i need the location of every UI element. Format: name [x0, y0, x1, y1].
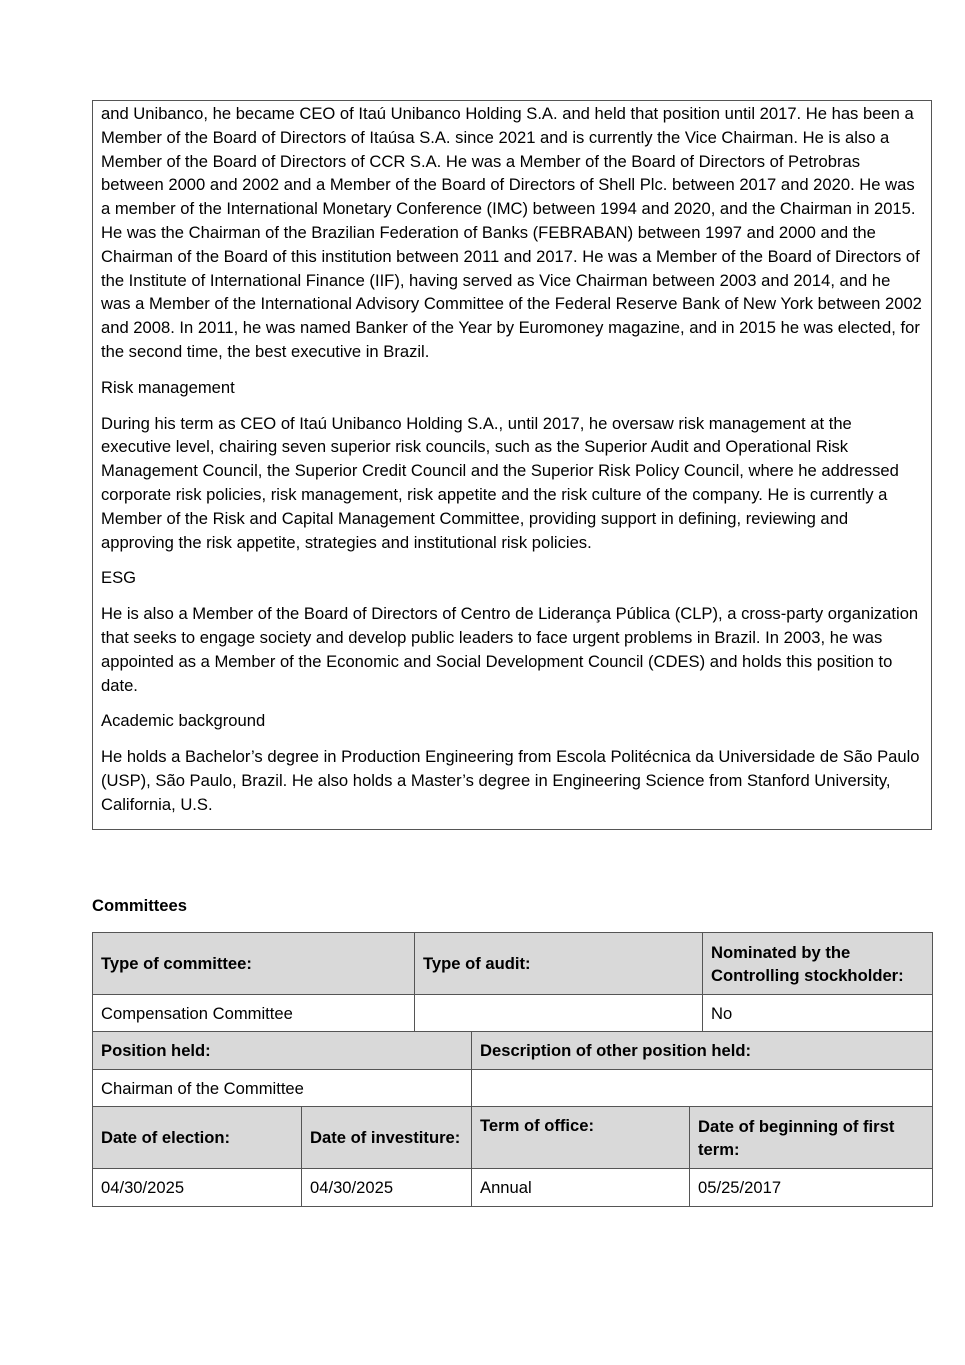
academic-text: He holds a Bachelor’s degree in Production Engineering from Escola Politécnica da Universidade de São Paulo (USP), São Paulo, Brazil. He also holds a Master’s degree in Engineering Science from Stanford University, California, U.S. [101, 747, 920, 814]
term-of-office-label: Term of office: [472, 1107, 690, 1169]
biography-box [92, 100, 932, 830]
type-of-committee-value: Compensation Committee [93, 995, 415, 1033]
risk-management-text: During his term as CEO of Itaú Unibanco Holding S.A., until 2017, he oversaw risk management at the executive level, chairing seven superior risk councils, such as the Superior Audit and Operational Risk Management Council, the Superior Credit Council and the Superior Risk Policy Council, where he addressed corporate risk policies, risk management, risk appetite and the risk culture of the company. He is currently a Member of the Risk and Capital Management Committee, providing support in defining, reviewing and approving the risk appetite, strategies and institutional risk policies. [101, 413, 899, 552]
type-of-audit-value [415, 995, 703, 1033]
position-held-value: Chairman of the Committee [93, 1070, 472, 1108]
position-table [92, 1031, 933, 1108]
academic-heading: Academic background [101, 711, 266, 731]
date-of-investiture-value: 04/30/2025 [302, 1169, 472, 1207]
nominated-by-controlling-value: No [703, 995, 933, 1033]
date-of-election-label: Date of election: [93, 1107, 302, 1169]
type-of-audit-label: Type of audit: [415, 933, 703, 995]
position-held-label: Position held: [93, 1032, 472, 1070]
term-dates-table [92, 1106, 933, 1207]
other-position-description-label: Description of other position held: [472, 1032, 933, 1070]
committee-type-table [92, 932, 933, 1033]
nominated-by-controlling-label: Nominated by the Controlling stockholder: [703, 933, 933, 995]
esg-text: He is also a Member of the Board of Directors of Centro de Liderança Pública (CLP), a cross-party organization that seeks to engage society and develop public leaders to face urgent problems in Brazil. In 2003, he was appointed as a Member of the Economic and Social Development Council (CDES) and holds this position to date. [101, 604, 919, 695]
other-position-description-value [472, 1070, 933, 1108]
date-of-investiture-label: Date of investiture: [302, 1107, 472, 1169]
first-term-start-value: 05/25/2017 [690, 1169, 933, 1207]
type-of-committee-label: Type of committee: [93, 933, 415, 995]
risk-management-heading: Risk management [101, 377, 235, 397]
date-of-election-value: 04/30/2025 [93, 1169, 302, 1207]
esg-heading: ESG [101, 568, 137, 588]
committees-title: Committees [92, 896, 187, 915]
bio-paragraph: and Unibanco, he became CEO of Itaú Unibanco Holding S.A. and held that position until 2017. He has been a Member of the Board of Directors of Itaúsa S.A. since 2021 and is currently the Vice Chairman. He is also a Member of the Board of Directors of CCR S.A. He was a Member of the Board of Directors of Petrobras between 2000 and 2002 and a Member of the Board of Directors of Shell Plc. between 2017 and 2020. He was a member of the International Monetary Conference (IMC) between 1994 and 2020, and the Chairman in 2015. He was the Chairman of the Brazilian Federation of Banks (FEBRABAN) between 1997 and 2000 and the Chairman of the Board of this institution between 2011 and 2017. He was a Member of the Board of Directors of the Institute of International Finance (IIF), having served as Vice Chairman between 2003 and 2014, and he was a Member of the International Advisory Committee of the Federal Reserve Bank of New York between 2002 and 2008. In 2011, he was named Banker of the Year by Euromoney magazine, and in 2015 he was elected, for the second time, the best executive in Brazil. [101, 104, 922, 361]
first-term-start-label: Date of beginning of first term: [690, 1107, 933, 1169]
term-of-office-value: Annual [472, 1169, 690, 1207]
